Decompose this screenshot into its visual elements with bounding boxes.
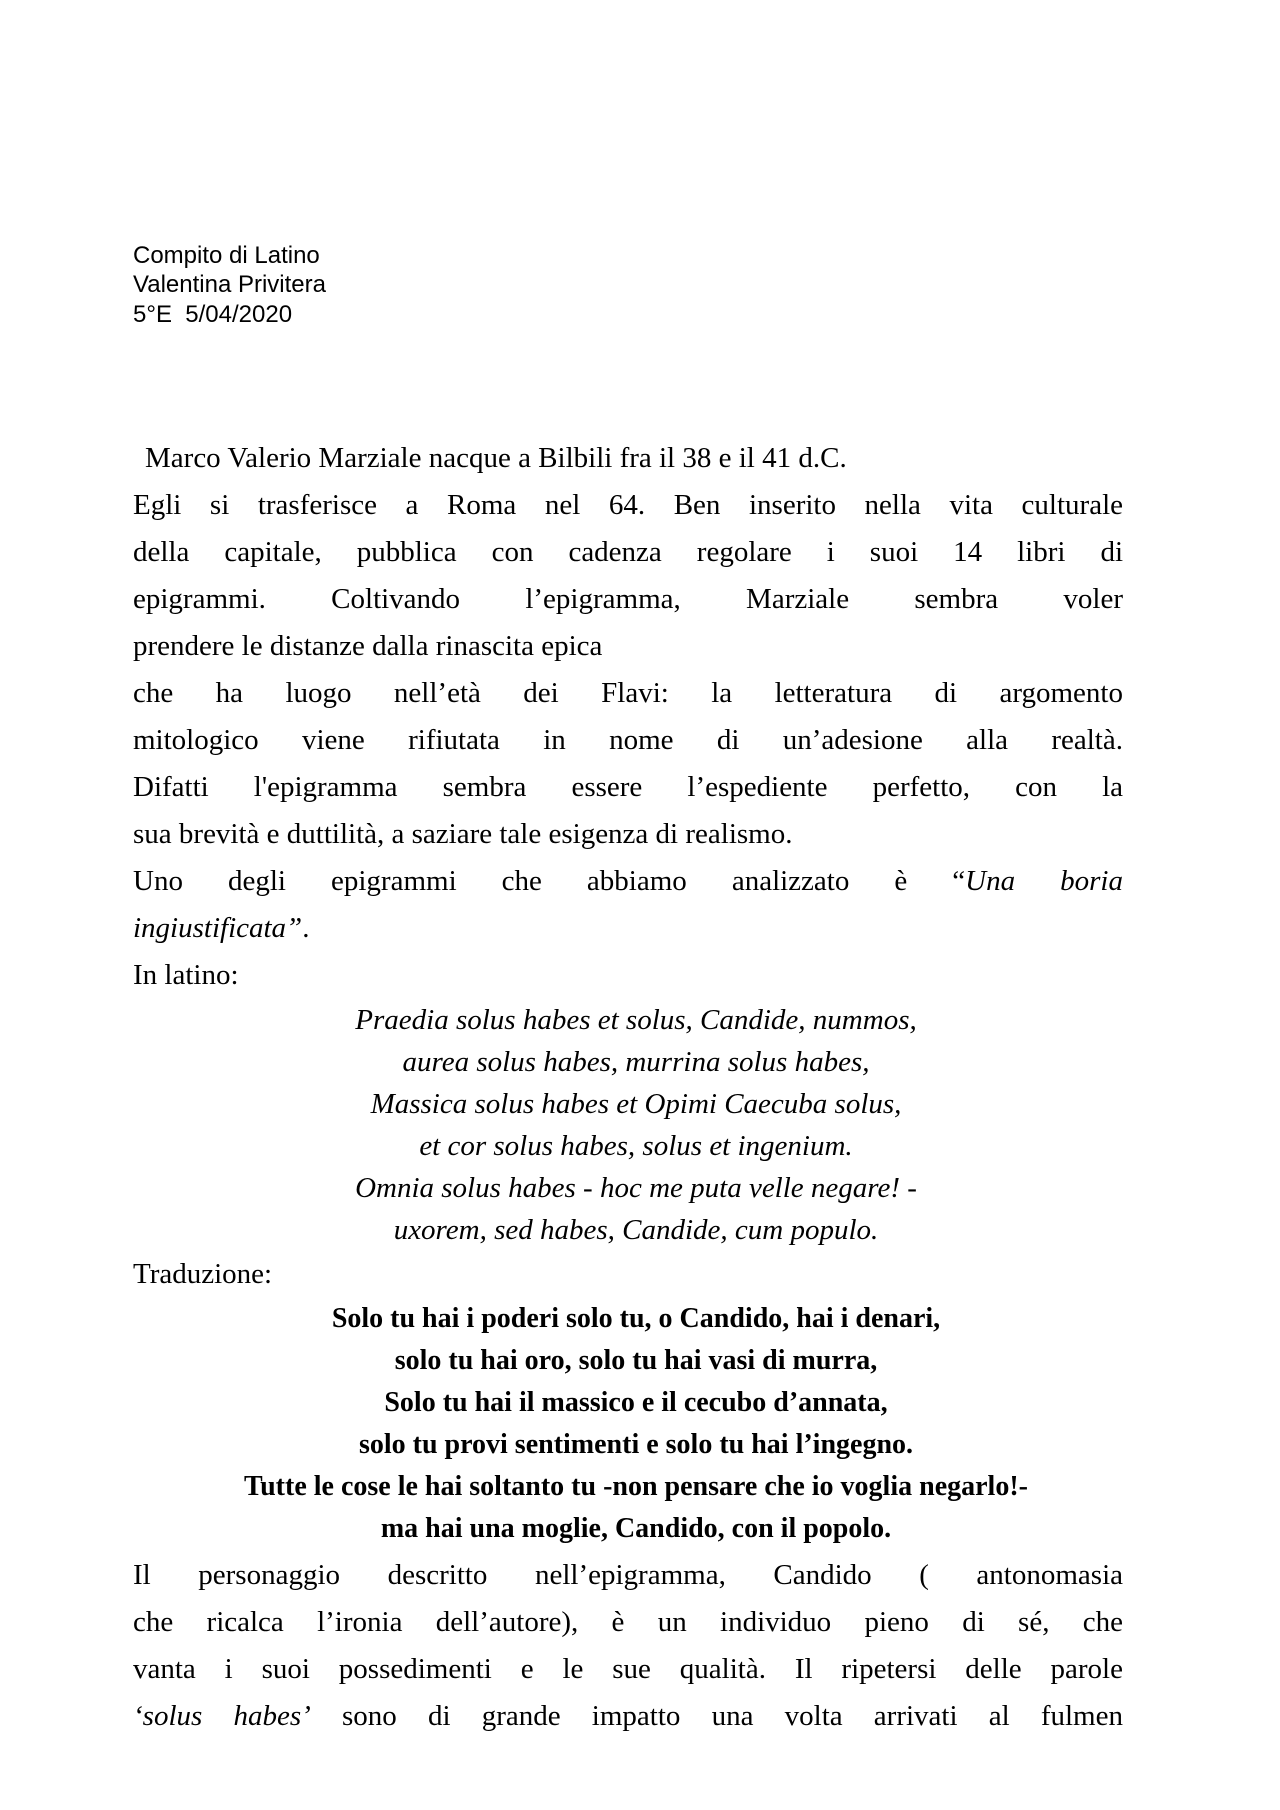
translation-block	[133, 1298, 1123, 1550]
header-block	[133, 152, 1123, 329]
text-line: della capitale, pubblica con cadenza regolare i suoi 14 libri di	[133, 536, 1123, 568]
text-line: ingiustificata”.	[133, 912, 310, 944]
translation-label: Traduzione:	[133, 1258, 273, 1290]
latin-poem	[133, 999, 1123, 1251]
translation-line: solo tu hai oro, solo tu hai vasi di murra,	[394, 1345, 878, 1376]
text-line: che ricalca l’ironia dell’autore), è un individuo pieno di sé, che	[133, 1606, 1123, 1638]
text-line: Uno degli epigrammi che abbiamo analizzato è “Una boria	[133, 865, 1123, 897]
translation-line: Solo tu hai i poderi solo tu, o Candido, hai i denari,	[331, 1303, 941, 1334]
translation-line: solo tu provi sentimenti e solo tu hai l’ingegno.	[358, 1429, 914, 1460]
translation-line: Solo tu hai il massico e il cecubo d’annata,	[384, 1387, 888, 1418]
header-line: Valentina Privitera	[133, 271, 326, 298]
text-line: sua brevità e duttilità, a saziare tale esigenza di realismo.	[133, 818, 793, 850]
text-line: Difatti l'epigramma sembra essere l’espediente perfetto, con la	[133, 771, 1123, 803]
poem-line: uxorem, sed habes, Candide, cum populo.	[393, 1214, 879, 1246]
poem-line: Praedia solus habes et solus, Candide, nummos,	[355, 1004, 917, 1036]
text-line: vanta i suoi possedimenti e le sue qualità. Il ripetersi delle parole	[133, 1653, 1123, 1685]
text-line: Il personaggio descritto nell’epigramma, Candido ( antonomasia	[133, 1559, 1123, 1591]
intro-paragraph	[133, 435, 1123, 999]
poem-line: et cor solus habes, solus et ingenium.	[419, 1130, 853, 1162]
poem-line: aurea solus habes, murrina solus habes,	[402, 1046, 870, 1078]
text-line: Marco Valerio Marziale nacque a Bilbili fra il 38 e il 41 d.C.	[145, 442, 847, 474]
translation-line: Tutte le cose le hai soltanto tu -non pensare che io voglia negarlo!-	[244, 1471, 1028, 1502]
header-line: 5°E 5/04/2020	[133, 300, 293, 328]
text-line: Egli si trasferisce a Roma nel 64. Ben inserito nella vita culturale	[133, 489, 1123, 521]
translation-line: ma hai una moglie, Candido, con il popolo.	[380, 1513, 892, 1544]
text-line: mitologico viene rifiutata in nome di un’adesione alla realtà.	[133, 724, 1123, 756]
header-line: Compito di Latino	[133, 241, 320, 269]
text-line: epigrammi. Coltivando l’epigramma, Marziale sembra voler	[133, 583, 1123, 615]
text-line: che ha luogo nell’età dei Flavi: la letteratura di argomento	[133, 677, 1123, 709]
closing-paragraph	[133, 1552, 1123, 1740]
text-line: ‘solus habes’ sono di grande impatto una volta arrivati al fulmen	[133, 1700, 1123, 1732]
poem-line: Massica solus habes et Opimi Caecuba solus,	[370, 1088, 902, 1120]
poem-line: Omnia solus habes - hoc me puta velle negare! -	[355, 1172, 917, 1204]
text-line: In latino:	[133, 959, 239, 991]
document-content	[133, 0, 1123, 1740]
text-line: prendere le distanze dalla rinascita epica	[133, 630, 603, 662]
